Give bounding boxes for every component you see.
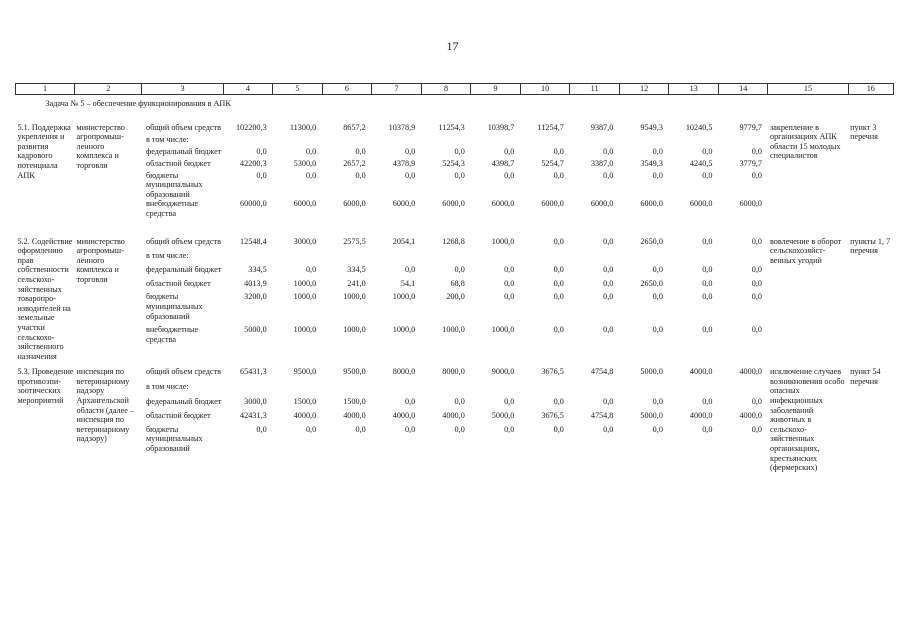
value-cell: 0,0 — [504, 278, 515, 288]
table-row — [16, 251, 894, 265]
value-cell: 0,0 — [454, 170, 465, 180]
value-cell — [619, 135, 669, 147]
value-cell — [322, 251, 372, 265]
value-cell: 0,0 — [702, 292, 713, 302]
value-cell: 0,0 — [702, 396, 713, 406]
column-number-16: 16 — [848, 84, 893, 95]
value-cell — [273, 135, 323, 147]
value-cell: 0,0 — [751, 278, 762, 288]
value-cell: 5000,0 — [640, 367, 663, 377]
value-cell: 0,0 — [603, 325, 614, 335]
value-cell: 9500,0 — [343, 367, 366, 377]
value-cell: 0,0 — [702, 170, 713, 180]
funding-source: федеральный бюджет — [145, 396, 222, 406]
funding-source: в том числе: — [145, 251, 189, 261]
value-cell: 10398,7 — [487, 122, 515, 132]
measure-name: 5.3. Проведение противоэпи-зоотических мероприятий — [17, 367, 74, 406]
value-cell: 9000,0 — [491, 367, 515, 377]
value-cell: 5000,0 — [491, 410, 515, 420]
value-cell: 1268,8 — [442, 236, 465, 246]
value-cell: 5254,7 — [541, 158, 564, 168]
value-cell — [421, 382, 471, 396]
value-cell — [520, 135, 570, 147]
value-cell: 0,0 — [454, 396, 465, 406]
value-cell: 4240,5 — [689, 158, 713, 168]
value-cell — [273, 251, 323, 265]
table-row — [16, 361, 894, 382]
funding-source: бюджеты муниципальных образований — [145, 292, 203, 321]
task-row — [16, 95, 894, 117]
value-cell: 0,0 — [553, 278, 564, 288]
table-row — [16, 279, 894, 293]
value-cell: 0,0 — [553, 424, 564, 434]
value-cell — [421, 251, 471, 265]
value-cell: 241,0 — [347, 278, 366, 288]
value-cell — [669, 382, 719, 396]
value-cell: 6000,0 — [293, 199, 317, 209]
column-number-3: 3 — [142, 84, 223, 95]
value-cell — [372, 382, 422, 396]
value-cell: 11254,7 — [537, 122, 564, 132]
value-cell: 8000,0 — [442, 367, 465, 377]
value-cell: 0,0 — [405, 170, 416, 180]
value-cell: 0,0 — [652, 325, 663, 335]
value-cell: 0,0 — [355, 170, 366, 180]
value-cell: 4000,0 — [689, 367, 713, 377]
table-row — [16, 147, 894, 159]
value-cell: 2575,5 — [343, 236, 366, 246]
value-cell: 3000,0 — [293, 236, 317, 246]
table-row — [16, 382, 894, 396]
task-title: Задача № 5 – обеспечение функционирования в АПК — [45, 99, 231, 108]
value-cell: 334,5 — [248, 264, 267, 274]
value-cell: 0,0 — [603, 146, 614, 156]
value-cell — [471, 382, 521, 396]
value-cell: 0,0 — [603, 292, 614, 302]
value-cell — [718, 251, 768, 265]
value-cell: 0,0 — [553, 292, 564, 302]
reference: пункты 1, 7 перечня — [850, 236, 891, 256]
value-cell: 0,0 — [702, 236, 713, 246]
value-cell: 68,8 — [450, 278, 465, 288]
column-number-7: 7 — [372, 84, 422, 95]
column-number-8: 8 — [421, 84, 471, 95]
value-cell: 0,0 — [405, 264, 416, 274]
value-cell — [718, 135, 768, 147]
column-number-10: 10 — [520, 84, 570, 95]
value-cell: 0,0 — [454, 146, 465, 156]
value-cell: 0,0 — [652, 292, 663, 302]
reference: пункт 54 перечня — [850, 367, 881, 386]
value-cell: 0,0 — [603, 264, 614, 274]
table-row — [16, 199, 894, 230]
value-cell: 5254,3 — [442, 158, 465, 168]
value-cell — [570, 251, 620, 265]
value-cell: 200,0 — [446, 292, 465, 302]
value-cell: 4000,0 — [343, 410, 366, 420]
value-cell: 2054,1 — [392, 236, 416, 246]
value-cell — [322, 382, 372, 396]
value-cell — [669, 251, 719, 265]
table-row — [16, 117, 894, 135]
value-cell: 42200,3 — [240, 158, 267, 168]
value-cell: 0,0 — [751, 170, 762, 180]
value-cell — [718, 382, 768, 396]
value-cell — [471, 251, 521, 265]
table-row — [16, 411, 894, 425]
page-number: 17 — [446, 39, 459, 53]
value-cell: 0,0 — [751, 292, 762, 302]
column-number-1: 1 — [16, 84, 75, 95]
value-cell: 42431,3 — [240, 410, 267, 420]
value-cell — [421, 135, 471, 147]
value-cell: 11300,0 — [289, 122, 317, 132]
value-cell: 5000,0 — [244, 325, 267, 335]
value-cell: 3000,0 — [244, 396, 267, 406]
value-cell: 0,0 — [504, 424, 515, 434]
value-cell — [372, 251, 422, 265]
value-cell: 4398,7 — [491, 158, 515, 168]
value-cell: 2650,0 — [640, 236, 663, 246]
value-cell: 0,0 — [553, 236, 564, 246]
value-cell: 0,0 — [305, 146, 317, 156]
value-cell: 3676,5 — [541, 367, 564, 377]
table-row — [16, 231, 894, 252]
value-cell: 6000,0 — [541, 199, 564, 209]
value-cell: 5000,0 — [640, 410, 663, 420]
table-row — [16, 171, 894, 200]
value-cell: 0,0 — [652, 424, 663, 434]
value-cell: 0,0 — [553, 396, 564, 406]
value-cell: 0,0 — [603, 424, 614, 434]
executor: министерство агропромыш-ленного комплекса и торговли — [76, 122, 125, 170]
value-cell: 1000,0 — [293, 325, 317, 335]
executor: министерство агропромыш-ленного комплекса и торговли — [76, 236, 125, 284]
value-cell: 0,0 — [504, 170, 515, 180]
funding-source: в том числе: — [145, 134, 189, 144]
value-cell: 3779,7 — [739, 158, 762, 168]
column-number-9: 9 — [471, 84, 521, 95]
value-cell: 0,0 — [652, 146, 663, 156]
column-number-13: 13 — [669, 84, 719, 95]
table-row — [16, 292, 894, 325]
value-cell: 0,0 — [355, 424, 366, 434]
measure-name: 5.2. Содействие оформлению прав собственности сельскохо-зяйственных товаропро-изводителей на земельные участки сельскохо-зяйственного назначения — [17, 236, 73, 361]
value-cell: 0,0 — [751, 325, 762, 335]
value-cell: 0,0 — [504, 396, 515, 406]
value-cell: 3200,0 — [244, 292, 267, 302]
value-cell — [223, 135, 273, 147]
value-cell: 4000,0 — [739, 410, 762, 420]
value-cell — [223, 251, 273, 265]
table-row — [16, 135, 894, 147]
funding-source: областной бюджет — [145, 278, 211, 288]
funding-source: федеральный бюджет — [145, 146, 222, 156]
value-cell: 2650,0 — [640, 278, 663, 288]
value-cell: 10240,5 — [685, 122, 713, 132]
value-cell: 0,0 — [405, 424, 416, 434]
value-cell: 1000,0 — [293, 292, 317, 302]
value-cell: 0,0 — [751, 236, 762, 246]
value-cell: 0,0 — [652, 396, 663, 406]
value-cell — [322, 135, 372, 147]
value-cell: 0,0 — [454, 424, 465, 434]
value-cell: 65431,3 — [240, 367, 267, 377]
column-number-6: 6 — [322, 84, 372, 95]
value-cell: 0,0 — [305, 264, 317, 274]
value-cell: 0,0 — [702, 264, 713, 274]
value-cell: 4754,8 — [590, 367, 614, 377]
value-cell: 0,0 — [751, 424, 762, 434]
value-cell: 2657,2 — [343, 158, 366, 168]
value-cell: 0,0 — [702, 424, 713, 434]
column-number-5: 5 — [273, 84, 323, 95]
value-cell: 9549,3 — [640, 122, 663, 132]
value-cell: 4000,0 — [739, 367, 762, 377]
value-cell: 6000,0 — [392, 199, 416, 209]
value-cell: 0,0 — [256, 170, 267, 180]
value-cell — [570, 135, 620, 147]
value-cell: 1000,0 — [491, 236, 515, 246]
value-cell — [273, 382, 323, 396]
column-number-row — [16, 84, 894, 95]
table-row — [16, 265, 894, 279]
value-cell: 0,0 — [751, 264, 762, 274]
funding-source: в том числе: — [145, 382, 189, 392]
value-cell — [520, 251, 570, 265]
value-cell: 0,0 — [405, 146, 416, 156]
reference: пункт 3 перечня — [850, 122, 878, 142]
value-cell: 1000,0 — [392, 325, 416, 335]
column-number-15: 15 — [768, 84, 848, 95]
table-row — [16, 325, 894, 361]
value-cell: 4000,0 — [689, 410, 713, 420]
value-cell: 0,0 — [751, 146, 762, 156]
value-cell: 1000,0 — [343, 325, 366, 335]
value-cell: 1000,0 — [491, 325, 515, 335]
measure-name: 5.1. Поддержка укрепления и развития кадрового потенциала АПК — [17, 122, 71, 180]
value-cell: 0,0 — [405, 396, 416, 406]
value-cell: 8657,2 — [343, 122, 366, 132]
funding-source: федеральный бюджет — [145, 264, 222, 274]
value-cell: 3387,0 — [590, 158, 614, 168]
value-cell: 0,0 — [553, 146, 564, 156]
value-cell: 4000,0 — [293, 410, 317, 420]
value-cell: 0,0 — [355, 146, 366, 156]
value-cell: 0,0 — [702, 146, 713, 156]
table-row — [16, 159, 894, 171]
value-cell: 0,0 — [553, 325, 564, 335]
funding-source: общий объем средств — [145, 122, 221, 132]
value-cell — [570, 382, 620, 396]
funding-source: бюджеты муниципальных образований — [145, 424, 203, 453]
value-cell: 4378,9 — [392, 158, 416, 168]
funding-source: внебюджетные средства — [145, 325, 199, 345]
column-number-12: 12 — [619, 84, 669, 95]
value-cell: 0,0 — [305, 424, 317, 434]
value-cell: 6000,0 — [739, 199, 762, 209]
expected-result: закрепление в организациях АПК области 15 молодых специалистов — [769, 122, 841, 161]
column-number-4: 4 — [223, 84, 273, 95]
funding-source: внебюджетные средства — [145, 199, 199, 218]
value-cell: 4754,8 — [590, 410, 614, 420]
value-cell: 1000,0 — [442, 325, 465, 335]
value-cell: 3676,5 — [541, 410, 564, 420]
value-cell: 6000,0 — [640, 199, 663, 209]
value-cell: 6000,0 — [590, 199, 614, 209]
value-cell: 0,0 — [305, 170, 317, 180]
value-cell: 12548,4 — [240, 236, 267, 246]
value-cell: 1500,0 — [293, 396, 317, 406]
value-cell: 5300,0 — [293, 158, 317, 168]
column-number-11: 11 — [570, 84, 620, 95]
value-cell: 6000,0 — [689, 199, 713, 209]
funding-source: общий объем средств — [145, 367, 221, 377]
value-cell: 4000,0 — [442, 410, 465, 420]
value-cell: 0,0 — [603, 170, 614, 180]
expected-result: исключение случаев возникновения особо опасных инфекционных заболеваний животных в сельскохо-зяйственных организациях, крестьянских (фермерских) — [769, 367, 845, 473]
column-number-14: 14 — [718, 84, 768, 95]
value-cell: 334,5 — [347, 264, 366, 274]
value-cell: 6000,0 — [343, 199, 366, 209]
value-cell: 0,0 — [504, 292, 515, 302]
value-cell — [669, 135, 719, 147]
funding-source: областной бюджет — [145, 158, 211, 168]
program-table — [15, 83, 894, 473]
value-cell: 0,0 — [454, 264, 465, 274]
value-cell — [619, 382, 669, 396]
value-cell — [372, 135, 422, 147]
funding-source: областной бюджет — [145, 410, 211, 420]
value-cell: 6000,0 — [442, 199, 465, 209]
value-cell: 4013,9 — [244, 278, 267, 288]
value-cell: 0,0 — [652, 264, 663, 274]
value-cell: 0,0 — [603, 396, 614, 406]
value-cell: 0,0 — [603, 278, 614, 288]
value-cell: 0,0 — [553, 170, 564, 180]
column-number-2: 2 — [75, 84, 142, 95]
value-cell: 102200,3 — [235, 122, 267, 132]
value-cell: 4000,0 — [392, 410, 416, 420]
executor: инспекция по ветеринарному надзору Архангельской области (далее – инспекция по ветеринарному надзору) — [76, 367, 135, 444]
value-cell: 10378,9 — [388, 122, 416, 132]
value-cell — [520, 382, 570, 396]
expected-result: вовлечение в оборот сельскохозяйст-венных угодий — [769, 236, 842, 265]
value-cell: 0,0 — [504, 146, 515, 156]
table-row — [16, 397, 894, 411]
value-cell: 0,0 — [256, 424, 267, 434]
value-cell: 60000,0 — [240, 199, 267, 209]
value-cell: 8000,0 — [392, 367, 416, 377]
value-cell: 54,1 — [400, 278, 416, 288]
funding-source: бюджеты муниципальных образований — [145, 170, 203, 199]
value-cell: 0,0 — [751, 396, 762, 406]
value-cell: 0,0 — [256, 146, 267, 156]
value-cell: 11254,3 — [438, 122, 465, 132]
value-cell: 0,0 — [702, 325, 713, 335]
table-row — [16, 425, 894, 473]
value-cell: 1000,0 — [293, 278, 317, 288]
value-cell — [619, 251, 669, 265]
value-cell: 0,0 — [553, 264, 564, 274]
value-cell: 3549,3 — [640, 158, 663, 168]
funding-source: общий объем средств — [145, 236, 221, 246]
value-cell: 9779,7 — [739, 122, 762, 132]
value-cell: 0,0 — [702, 278, 713, 288]
value-cell: 1000,0 — [392, 292, 416, 302]
value-cell: 0,0 — [504, 264, 515, 274]
value-cell: 6000,0 — [491, 199, 515, 209]
value-cell: 0,0 — [652, 170, 663, 180]
value-cell — [471, 135, 521, 147]
value-cell: 1000,0 — [343, 292, 366, 302]
value-cell — [223, 382, 273, 396]
value-cell: 1500,0 — [343, 396, 366, 406]
value-cell: 9387,0 — [590, 122, 614, 132]
value-cell: 0,0 — [603, 236, 614, 246]
value-cell: 9500,0 — [293, 367, 317, 377]
